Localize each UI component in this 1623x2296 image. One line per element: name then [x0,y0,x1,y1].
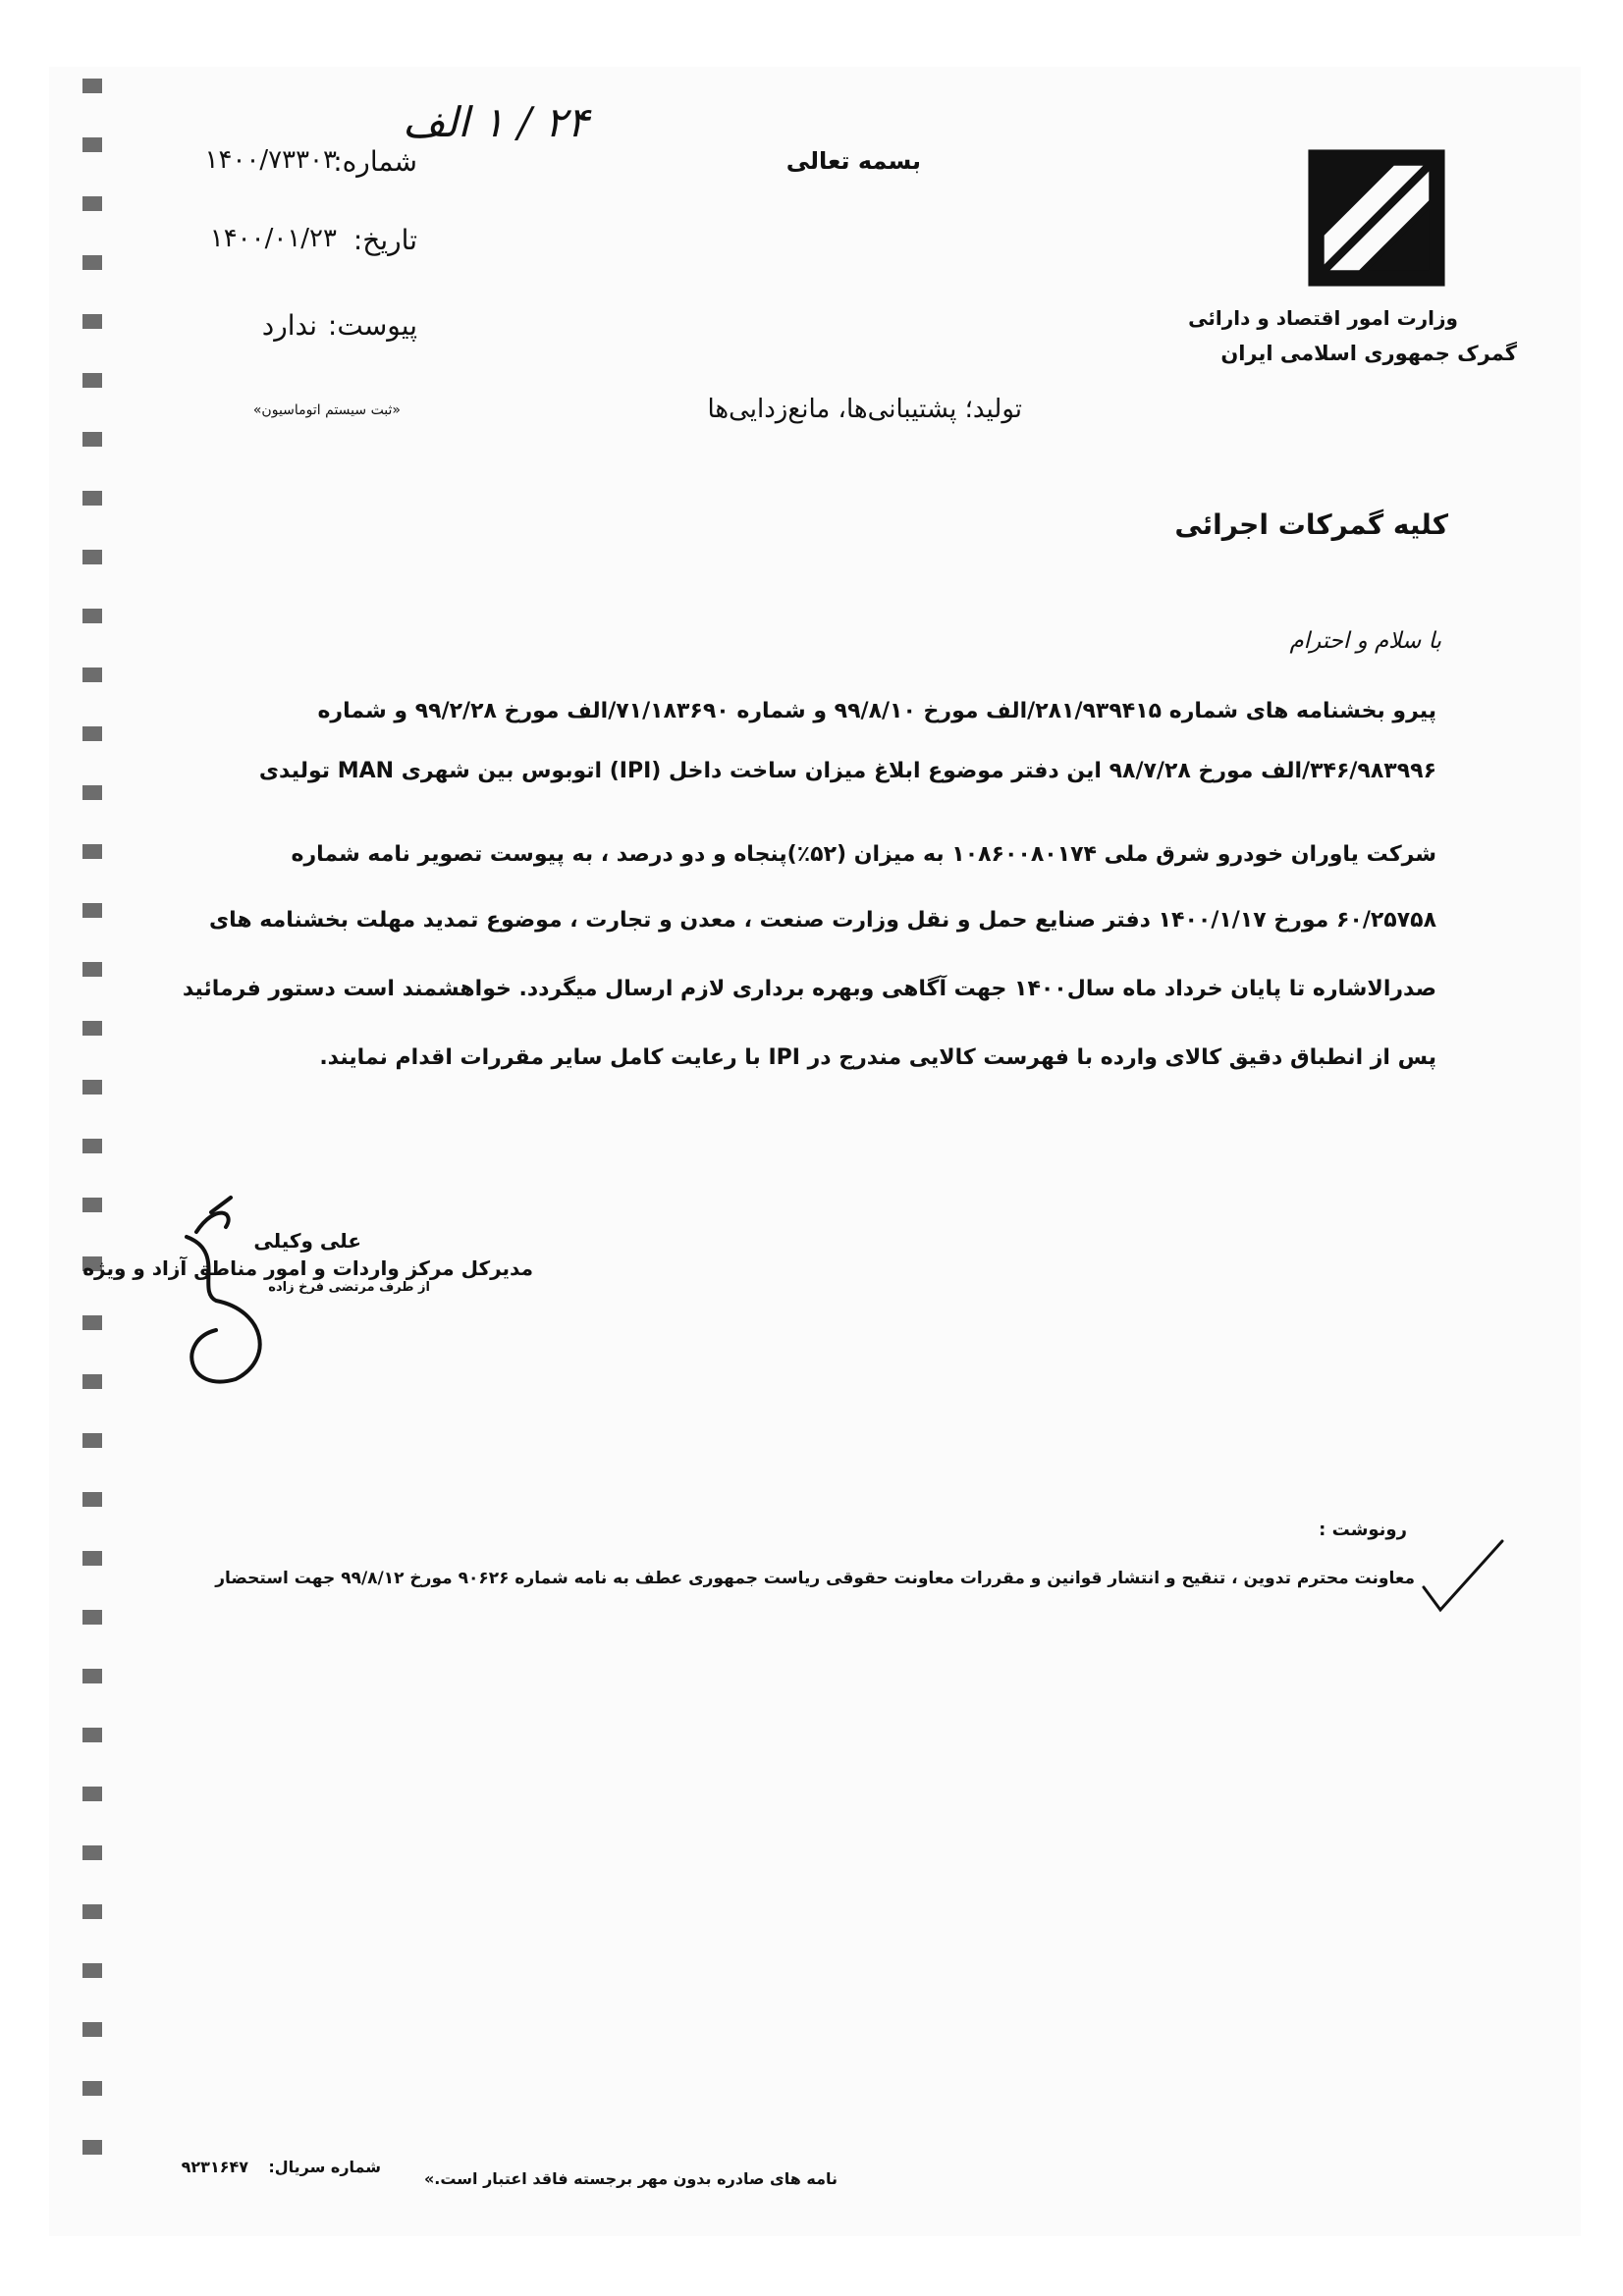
body-line: پس از انطباق دقیق کالای وارده با فهرست کالایی مندرج در IPI با رعایت کامل سایر مقررات اقدام نمایند. [319,1045,1436,1070]
serial-label: شماره سریال: [268,2158,381,2176]
recipient: کلیه گمرکات اجرائی [1174,508,1448,541]
binding-hole [82,1787,102,1801]
binding-hole [82,432,102,447]
binding-hole [82,785,102,800]
attachment-value: ندارد [261,309,317,342]
binding-hole [82,667,102,682]
binding-hole [82,373,102,388]
date-value: ۱۴۰۰/۰۱/۲۳ [209,224,337,253]
binding-hole [82,1551,102,1566]
handwritten-signature-icon [157,1193,285,1399]
ministry-name: وزارت امور اقتصاد و دارائی [1188,306,1458,330]
binding-hole [82,2081,102,2096]
greeting: با سلام و احترام [1289,628,1441,654]
binding-hole [82,1433,102,1448]
binding-hole [82,844,102,859]
automation-stamp: «ثبت سیستم اتوماسیون» [252,402,401,418]
body-line: شرکت یاوران خودرو شرق ملی ۱۰۸۶۰۰۸۰۱۷۴ به میزان (۵۲٪)پنجاه و دو درصد ، به پیوست تصویر نامه شماره [291,842,1436,867]
binding-hole [82,491,102,506]
binding-hole [82,1728,102,1742]
number-label: شماره: [333,145,417,178]
binding-hole [82,79,102,93]
binding-hole [82,1904,102,1919]
cc-label: رونوشت : [1319,1520,1407,1540]
body-line: ۳۴۶/۹۸۳۹۹۶/الف مورخ ۹۸/۷/۲۸ این دفتر موضوع ابلاغ میزان ساخت داخل (IPI) اتوبوس بین شهری MAN تولیدی [258,759,1436,783]
binding-hole [82,962,102,977]
binding-hole [82,2022,102,2037]
handwritten-number: ۲۴ / ۱ الف [403,98,589,146]
signer-on-behalf: از طرف مرتضی فرخ زاده [268,1280,430,1295]
check-mark-icon [1416,1533,1509,1617]
binding-hole [82,1021,102,1036]
binding-hole [82,1315,102,1330]
binding-hole [82,314,102,329]
signer-name: علی وکیلی [253,1229,361,1253]
customs-name: گمرک جمهوری اسلامی ایران [1220,342,1517,365]
spiral-binding [49,67,82,2236]
binding-hole [82,1963,102,1978]
validity-note: نامه های صادره بدون مهر برجسته فاقد اعتبار است.» [423,2169,838,2188]
binding-hole [82,1845,102,1860]
binding-hole [82,609,102,623]
letter-topic: تولید؛ پشتیبانی‌ها، مانع‌زدایی‌ها [707,395,1022,424]
binding-hole [82,903,102,918]
binding-hole [82,1139,102,1153]
cc-line: معاونت محترم تدوین ، تنقیح و انتشار قوانین و مقررات معاونت حقوقی ریاست جمهوری عطف به نامه شماره ۹۰۶۲۶ مورخ ۹۹/۸/۱۲ جهت استحضار [215,1569,1415,1588]
number-value: ۱۴۰۰/۷۳۳۰۳ [204,145,337,175]
binding-hole [82,255,102,270]
binding-hole [82,1610,102,1625]
body-line: ۶۰/۲۵۷۵۸ مورخ ۱۴۰۰/۱/۱۷ دفتر صنایع حمل و نقل وزارت صنعت ، معدن و تجارت ، موضوع تمدید مهلت بخشنامه های [208,908,1436,933]
binding-hole [82,550,102,564]
binding-hole [82,1080,102,1095]
body-line: صدرالاشاره تا پایان خرداد ماه سال۱۴۰۰ جهت آگاهی وبهره برداری لازم ارسال میگردد. خواهشمند است دستور فرمائید [182,977,1436,1001]
signer-title: مدیرکل مرکز واردات و امور مناطق آزاد و ویژه [82,1256,533,1280]
binding-hole [82,1492,102,1507]
customs-logo-icon [1304,145,1449,291]
attachment-label: پیوست: [327,309,417,342]
serial-value: ۹۲۳۱۶۴۷ [181,2158,248,2176]
binding-hole [82,1669,102,1683]
binding-hole [82,196,102,211]
binding-hole [82,1374,102,1389]
binding-hole [82,2140,102,2155]
date-label: تاریخ: [352,224,417,256]
letter-sheet [49,67,1581,2236]
bismillah: بسمه تعالی [785,147,921,175]
body-line: پیرو بخشنامه های شماره ۲۸۱/۹۳۹۴۱۵/الف مورخ ۹۹/۸/۱۰ و شماره ۷۱/۱۸۳۶۹۰/الف مورخ ۹۹/۲/۲۸ و شماره [317,699,1436,723]
binding-hole [82,137,102,152]
binding-hole [82,726,102,741]
binding-hole [82,1198,102,1212]
